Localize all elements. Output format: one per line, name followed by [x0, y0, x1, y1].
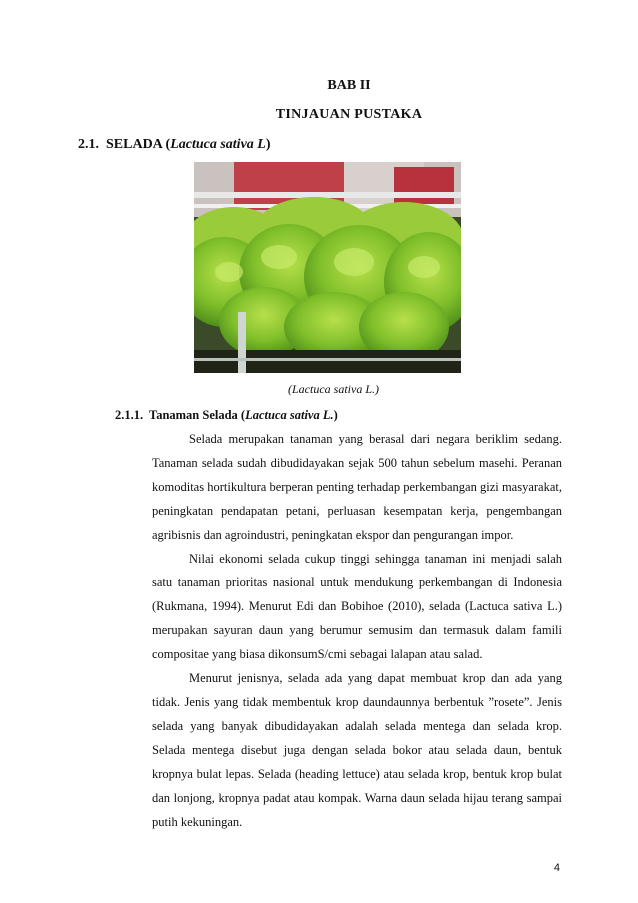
- subsection-number: 2.1.1.: [115, 408, 144, 422]
- chapter-heading: BAB II: [327, 78, 371, 93]
- lettuce-photo: [194, 162, 461, 373]
- chapter-title: TINJAUAN PUSTAKA: [275, 107, 423, 122]
- section-title-close: ): [265, 137, 271, 152]
- paragraph: Selada merupakan tanaman yang berasal dari negara beriklim sedang. Tanaman selada sudah dibudidayakan sejak 500 tahun sebelum masehi. Peranan komoditas hortikultura berperan penting terhadap perkembangan gizi masyarakat, peningkatan pendapatan petani, perluasan kesempatan kerja, pengembangan agribisnis dan agroindustri, peningkatan ekspor dan pengurangan impor.: [152, 432, 562, 542]
- page-number: 4: [553, 862, 560, 874]
- section-title: SELADA (: [106, 137, 171, 152]
- subsection-title: Tanaman Selada (: [149, 408, 246, 422]
- figure-caption: (Lactuca sativa L.): [288, 382, 379, 396]
- subsection-title-close: ): [333, 408, 338, 422]
- subsection-heading: [115, 408, 338, 423]
- paragraph: Nilai ekonomi selada cukup tinggi sehingga tanaman ini menjadi salah satu tanaman prioritas nasional untuk mendukung perkembangan di Indonesia (Rukmana, 1994). Menurut Edi dan Bobihoe (2010), selada (Lactuca sativa L.) merupakan sayuran daun yang berumur semusim dan termasuk dalam famili compositae yang biasa dikonsumS/cmi sebagai lalapan atau salad.: [152, 551, 562, 662]
- paragraph: Menurut jenisnya, selada ada yang dapat membuat krop dan ada yang tidak. Jenis yang tidak membentuk krop daundaunnya berbentuk ”rosete”. Jenis selada yang banyak dibudidayakan adalah selada mentega dan selada krop. Selada mentega disebut juga dengan selada bokor atau selada daun, bentuk kropnya bulat lepas. Selada (heading lettuce) atau selada krop, bentuk krop bulat dan lonjong, kropnya padat atau kompak. Warna daun selada hijau terang sampai putih kekuningan.: [152, 671, 562, 829]
- subsection-latin-name: Lactuca sativa L.: [245, 408, 334, 422]
- section-latin-name: Lactuca sativa L: [170, 137, 266, 152]
- section-heading: [78, 137, 271, 153]
- body-text: [152, 428, 562, 834]
- section-number: 2.1.: [78, 137, 99, 152]
